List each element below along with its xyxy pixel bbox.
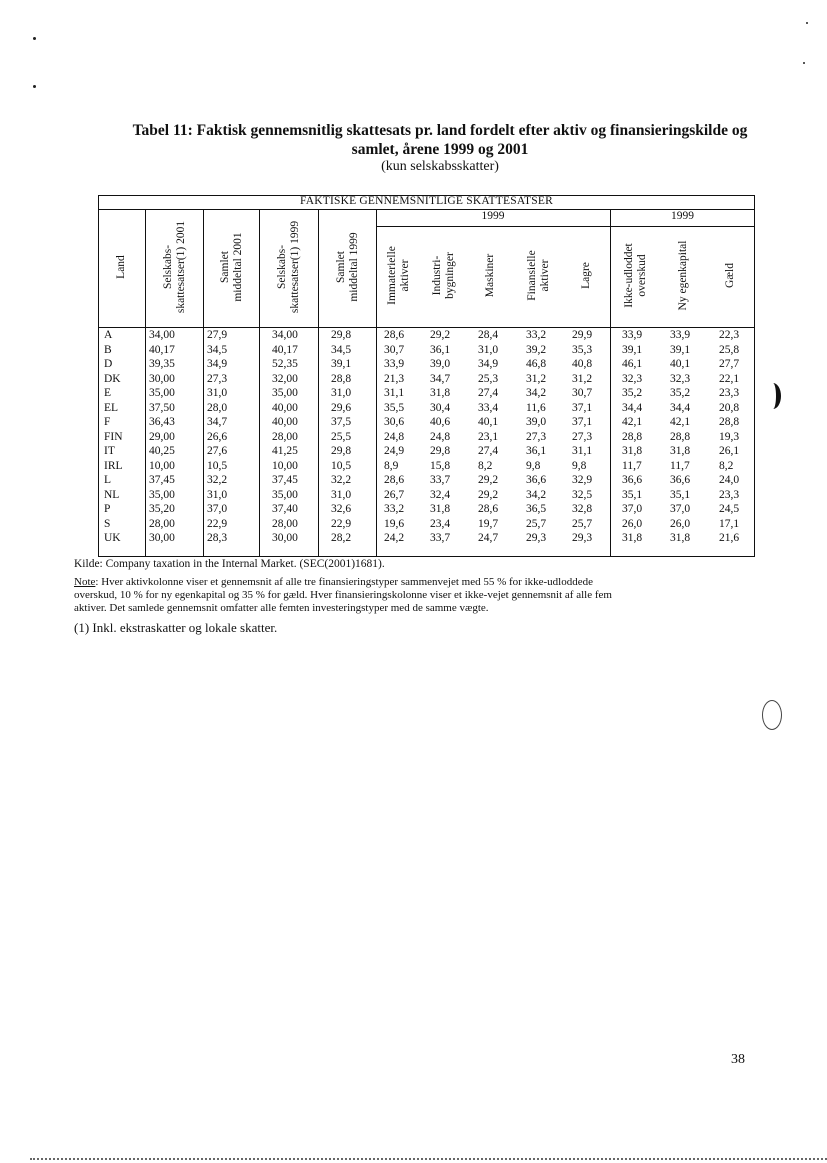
rate-value: 28,6 <box>478 503 499 515</box>
rate-value: 27,3 <box>572 430 593 443</box>
rate-value: 26,0 <box>622 517 643 530</box>
scan-speck <box>806 22 808 24</box>
rate-value: 29,00 <box>149 430 175 443</box>
country-code: UK <box>104 532 121 544</box>
rate-value: 36,1 <box>526 445 547 457</box>
rate-value: 37,45 <box>272 474 298 486</box>
rate-value: 22,1 <box>719 372 740 385</box>
column-rule <box>376 209 377 557</box>
rate-value: 31,0 <box>207 488 228 501</box>
rate-value: 23,3 <box>719 488 740 501</box>
page-number: 38 <box>731 1052 745 1067</box>
rate-value: 31,0 <box>331 488 352 501</box>
rate-value: 25,8 <box>719 343 740 356</box>
rate-value: 27,4 <box>478 445 499 457</box>
rate-value: 40,17 <box>149 343 175 356</box>
rate-value: 34,7 <box>207 416 228 428</box>
rate-value: 36,5 <box>526 503 547 515</box>
rate-value: 37,1 <box>572 416 593 428</box>
rate-value: 32,00 <box>272 372 298 385</box>
rate-value: 24,9 <box>384 445 405 457</box>
rate-value: 32,8 <box>572 503 593 515</box>
rate-value: 40,6 <box>430 416 451 428</box>
country-code: NL <box>104 488 120 501</box>
column-rule <box>203 209 204 557</box>
rate-value: 30,6 <box>384 416 405 428</box>
rate-value: 24,8 <box>430 430 451 443</box>
scan-speck <box>33 85 36 88</box>
rate-value: 37,0 <box>622 503 643 515</box>
column-header: Ikke-udloddet overskud <box>622 243 647 308</box>
note-line-1: : Hver aktivkolonne viser et gennemsnit af alle tre finansieringstyper sammenvejet med 55 % for ikke-udloddede <box>95 576 593 588</box>
note-line-3: aktiver. Det samlede gennemsnit omfatter alle femten investeringstyper med de samme vægte. <box>74 602 489 614</box>
rate-value: 39,2 <box>526 343 547 356</box>
rate-value: 20,8 <box>719 401 740 414</box>
rate-value: 37,40 <box>272 503 298 515</box>
column-header: Selskabs- skattesatser(1) 2001 <box>161 220 186 314</box>
rate-value: 35,00 <box>272 387 298 399</box>
rate-value: 46,8 <box>526 358 547 370</box>
rate-value: 31,0 <box>331 387 352 399</box>
rate-value: 21,3 <box>384 372 405 385</box>
rate-value: 39,1 <box>331 358 352 370</box>
rate-value: 25,7 <box>526 517 547 530</box>
country-code: D <box>104 358 113 370</box>
rate-value: 31,1 <box>384 387 405 399</box>
country-code: P <box>104 503 111 515</box>
scan-edge <box>30 1158 827 1160</box>
rate-value: 28,6 <box>384 474 405 486</box>
rate-value: 10,00 <box>149 459 175 472</box>
rate-value: 28,4 <box>478 329 499 341</box>
rate-value: 26,6 <box>207 430 228 443</box>
rate-value: 19,7 <box>478 517 499 530</box>
rate-value: 35,2 <box>670 387 691 399</box>
rate-value: 29,2 <box>478 474 499 486</box>
rate-value: 29,2 <box>430 329 451 341</box>
rate-value: 37,0 <box>207 503 228 515</box>
rate-value: 28,00 <box>272 517 298 530</box>
rate-value: 36,43 <box>149 416 175 428</box>
rate-value: 34,2 <box>526 488 547 501</box>
rate-value: 31,2 <box>526 372 547 385</box>
rate-value: 32,3 <box>622 372 643 385</box>
column-header: Samlet middeltal 1999 <box>334 232 359 302</box>
column-header: Selskabs- skattesatser(1) 1999 <box>276 220 301 314</box>
rate-value: 28,6 <box>384 329 405 341</box>
rate-value: 34,7 <box>430 372 451 385</box>
rate-value: 35,1 <box>622 488 643 501</box>
rate-value: 32,9 <box>572 474 593 486</box>
rate-value: 33,9 <box>670 329 691 341</box>
title-line-2: samlet, årene 1999 og 2001 <box>351 141 529 158</box>
note-label: Note <box>74 576 96 588</box>
rate-value: 23,3 <box>719 387 740 399</box>
rate-value: 40,17 <box>272 343 298 356</box>
rate-value: 32,2 <box>331 474 352 486</box>
country-code: EL <box>104 401 119 414</box>
country-code: IRL <box>104 459 123 472</box>
title-line-1: Tabel 11: Faktisk gennemsnitlig skattesats pr. land fordelt efter aktiv og finansieringskilde og <box>132 122 748 139</box>
rate-value: 9,8 <box>572 459 587 472</box>
rate-value: 39,1 <box>622 343 643 356</box>
rate-value: 27,7 <box>719 358 740 370</box>
rate-value: 24,0 <box>719 474 740 486</box>
rate-value: 34,5 <box>331 343 352 356</box>
column-rule <box>145 209 146 557</box>
rate-value: 26,0 <box>670 517 691 530</box>
rate-value: 25,3 <box>478 372 499 385</box>
rate-value: 34,9 <box>478 358 499 370</box>
rate-value: 39,0 <box>526 416 547 428</box>
column-rule <box>259 209 260 557</box>
table-subtitle: (kun selskabsskatter) <box>381 159 499 174</box>
rate-value: 35,1 <box>670 488 691 501</box>
rate-value: 23,4 <box>430 517 451 530</box>
rate-value: 34,9 <box>207 358 228 370</box>
rate-value: 32,5 <box>572 488 593 501</box>
country-code: B <box>104 343 112 356</box>
rate-value: 27,4 <box>478 387 499 399</box>
rate-value: 41,25 <box>272 445 298 457</box>
rate-value: 8,9 <box>384 459 399 472</box>
rate-value: 28,8 <box>670 430 691 443</box>
rate-value: 28,3 <box>207 532 228 544</box>
rate-value: 29,8 <box>331 329 352 341</box>
rate-value: 33,9 <box>384 358 405 370</box>
country-code: IT <box>104 445 115 457</box>
rate-value: 36,6 <box>670 474 691 486</box>
rate-value: 34,00 <box>272 329 298 341</box>
rate-value: 30,7 <box>384 343 405 356</box>
punch-hole-mark <box>762 700 782 730</box>
rate-value: 29,6 <box>331 401 352 414</box>
rate-value: 11,6 <box>526 401 546 414</box>
rate-value: 33,2 <box>384 503 405 515</box>
rate-value: 33,7 <box>430 474 451 486</box>
column-rule <box>318 209 319 557</box>
rate-value: 35,3 <box>572 343 593 356</box>
rate-value: 35,5 <box>384 401 405 414</box>
rate-value: 27,9 <box>207 329 228 341</box>
country-code: S <box>104 517 111 530</box>
column-header: Maskiner <box>483 253 496 298</box>
rate-value: 9,8 <box>526 459 541 472</box>
rate-value: 37,1 <box>572 401 593 414</box>
rate-value: 35,00 <box>272 488 298 501</box>
rate-value: 37,0 <box>670 503 691 515</box>
rate-value: 35,00 <box>149 387 175 399</box>
rate-value: 35,00 <box>149 488 175 501</box>
rate-value: 22,9 <box>331 517 352 530</box>
rate-value: 31,8 <box>430 387 451 399</box>
rule-under-headers <box>98 327 755 328</box>
rate-value: 34,4 <box>670 401 691 414</box>
column-header: Immaterielle aktiver <box>385 246 410 305</box>
rate-value: 40,25 <box>149 445 175 457</box>
rate-value: 24,7 <box>478 532 499 544</box>
rate-value: 30,00 <box>149 532 175 544</box>
rate-value: 29,8 <box>331 445 352 457</box>
rate-value: 42,1 <box>670 416 691 428</box>
rate-value: 34,4 <box>622 401 643 414</box>
rate-value: 29,3 <box>526 532 547 544</box>
rate-value: 28,8 <box>622 430 643 443</box>
rate-value: 11,7 <box>670 459 690 472</box>
table-title <box>100 121 780 159</box>
rate-value: 10,5 <box>331 459 352 472</box>
rate-value: 32,4 <box>430 488 451 501</box>
rate-value: 31,0 <box>478 343 499 356</box>
rate-value: 32,2 <box>207 474 228 486</box>
note-block <box>74 576 754 615</box>
rate-value: 40,00 <box>272 401 298 414</box>
rate-value: 35,2 <box>622 387 643 399</box>
rate-value: 29,9 <box>572 329 593 341</box>
year-label-financing: 1999 <box>671 210 694 222</box>
rate-value: 24,5 <box>719 503 740 515</box>
rate-value: 8,2 <box>719 459 734 472</box>
table-caption: FAKTISKE GENNEMSNITLIGE SKATTESATSER <box>300 195 553 207</box>
rate-value: 24,2 <box>384 532 405 544</box>
rate-value: 33,9 <box>622 329 643 341</box>
source-line: Kilde: Company taxation in the Internal Market. (SEC(2001)1681). <box>74 558 385 570</box>
rate-value: 26,1 <box>719 445 740 457</box>
rate-value: 17,1 <box>719 517 740 530</box>
rate-value: 34,2 <box>526 387 547 399</box>
rate-value: 25,5 <box>331 430 352 443</box>
country-code: FIN <box>104 430 123 443</box>
column-header: Finansielle aktiver <box>526 250 551 301</box>
rate-value: 29,3 <box>572 532 593 544</box>
rate-value: 31,2 <box>572 372 593 385</box>
rate-value: 36,1 <box>430 343 451 356</box>
rate-value: 15,8 <box>430 459 451 472</box>
rate-value: 31,0 <box>207 387 228 399</box>
rate-value: 31,8 <box>430 503 451 515</box>
scan-speck <box>33 37 36 40</box>
rate-value: 32,3 <box>670 372 691 385</box>
rate-value: 31,8 <box>622 445 643 457</box>
rate-value: 28,8 <box>331 372 352 385</box>
rate-value: 30,00 <box>149 372 175 385</box>
rate-value: 27,6 <box>207 445 228 457</box>
rate-value: 30,4 <box>430 401 451 414</box>
rate-value: 10,5 <box>207 459 228 472</box>
column-header: Lagre <box>580 262 593 289</box>
note-line-2: overskud, 10 % for ny egenkapital og 35 % for gæld. Hver finansieringskolonne viser et ikke-vejet gennemsnit af alle fem <box>74 589 612 601</box>
rate-value: 34,00 <box>149 329 175 341</box>
rate-value: 30,00 <box>272 532 298 544</box>
country-code: A <box>104 329 113 341</box>
rate-value: 52,35 <box>272 358 298 370</box>
column-header: Land <box>115 255 128 279</box>
rate-value: 39,0 <box>430 358 451 370</box>
rate-value: 39,1 <box>670 343 691 356</box>
rate-value: 39,35 <box>149 358 175 370</box>
rate-value: 22,3 <box>719 329 740 341</box>
rate-value: 37,50 <box>149 401 175 414</box>
rule-under-year <box>376 226 755 227</box>
tax-rate-table <box>98 195 755 557</box>
rate-value: 30,7 <box>572 387 593 399</box>
rate-value: 36,6 <box>622 474 643 486</box>
rate-value: 40,1 <box>478 416 499 428</box>
rate-value: 19,6 <box>384 517 405 530</box>
rate-value: 28,8 <box>719 416 740 428</box>
country-code: F <box>104 416 111 428</box>
rate-value: 29,2 <box>478 488 499 501</box>
rate-value: 28,0 <box>207 401 228 414</box>
rate-value: 11,7 <box>622 459 642 472</box>
scan-speck <box>803 62 805 64</box>
rate-value: 23,1 <box>478 430 499 443</box>
rate-value: 24,8 <box>384 430 405 443</box>
rate-value: 31,8 <box>622 532 643 544</box>
rate-value: 29,8 <box>430 445 451 457</box>
scan-mark <box>765 383 781 409</box>
column-header: Samlet middeltal 2001 <box>218 232 243 302</box>
rate-value: 21,6 <box>719 532 740 544</box>
rate-value: 36,6 <box>526 474 547 486</box>
rate-value: 32,6 <box>331 503 352 515</box>
column-header: Ny egenkapital <box>676 240 689 311</box>
rate-value: 46,1 <box>622 358 643 370</box>
rate-value: 33,7 <box>430 532 451 544</box>
rate-value: 31,8 <box>670 532 691 544</box>
column-header: Gæld <box>724 263 737 288</box>
rate-value: 37,5 <box>331 416 352 428</box>
rate-value: 27,3 <box>526 430 547 443</box>
rate-value: 22,9 <box>207 517 228 530</box>
rate-value: 31,1 <box>572 445 593 457</box>
rate-value: 33,2 <box>526 329 547 341</box>
country-code: DK <box>104 372 121 385</box>
rate-value: 8,2 <box>478 459 493 472</box>
rate-value: 40,8 <box>572 358 593 370</box>
rate-value: 28,2 <box>331 532 352 544</box>
rate-value: 28,00 <box>272 430 298 443</box>
column-rule <box>610 209 611 557</box>
rate-value: 40,1 <box>670 358 691 370</box>
rate-value: 26,7 <box>384 488 405 501</box>
rate-value: 28,00 <box>149 517 175 530</box>
rate-value: 19,3 <box>719 430 740 443</box>
rate-value: 25,7 <box>572 517 593 530</box>
rate-value: 40,00 <box>272 416 298 428</box>
footnote: (1) Inkl. ekstraskatter og lokale skatter. <box>74 620 278 635</box>
rate-value: 10,00 <box>272 459 298 472</box>
rate-value: 34,5 <box>207 343 228 356</box>
country-code: L <box>104 474 112 486</box>
rate-value: 37,45 <box>149 474 175 486</box>
rate-value: 42,1 <box>622 416 643 428</box>
rate-value: 31,8 <box>670 445 691 457</box>
year-label-assets: 1999 <box>481 210 505 222</box>
column-header: Industri- bygninger <box>430 252 455 299</box>
rate-value: 27,3 <box>207 372 228 385</box>
rate-value: 35,20 <box>149 503 175 515</box>
rate-value: 33,4 <box>478 401 499 414</box>
country-code: E <box>104 387 112 399</box>
